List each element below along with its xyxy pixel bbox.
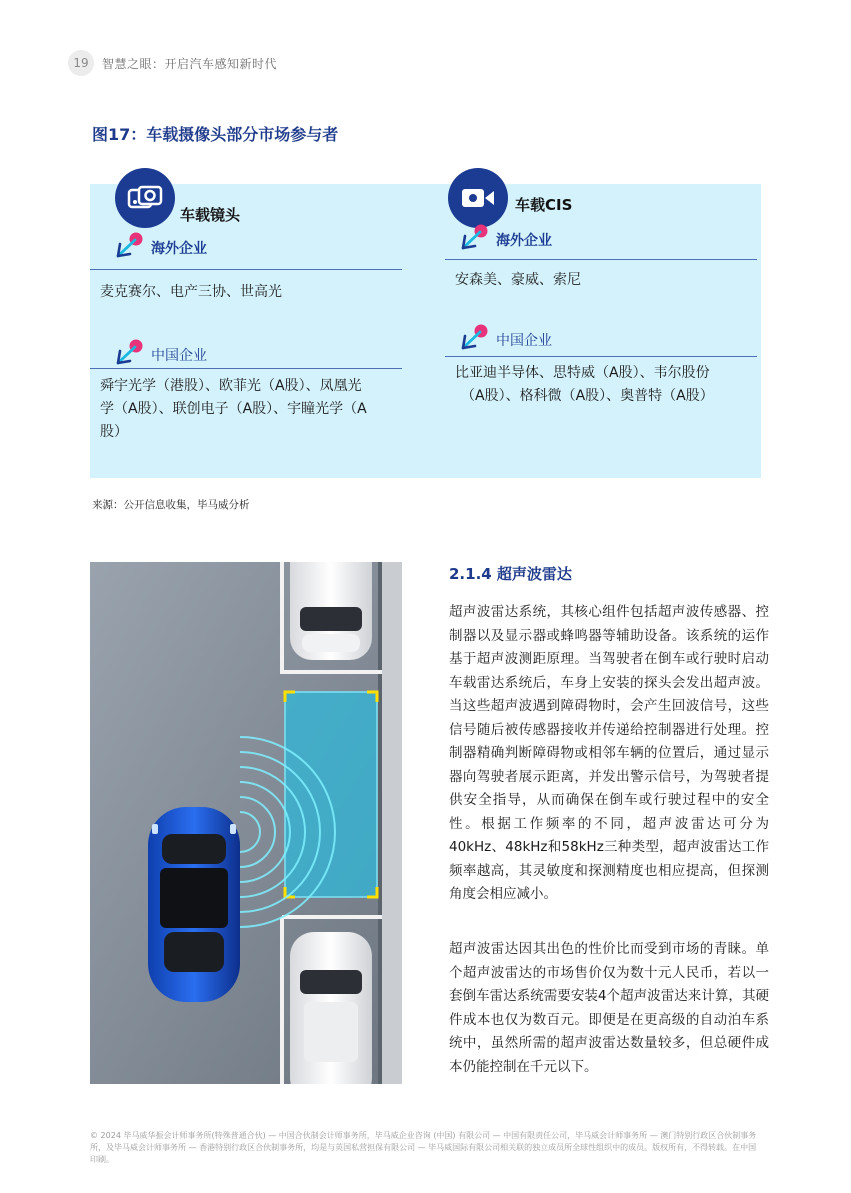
figure-source: 来源：公开信息收集，毕马威分析 [92,499,250,511]
cis-china-label: 中国企业 [496,333,552,349]
lens-china-companies: 舜宇光学（港股）、欧菲光（A股）、凤凰光 学（A股）、联创电子（A股）、宇瞳光学（A 股） [100,378,367,440]
cis-category-title: 车载CIS [515,196,573,214]
page-header [68,50,277,76]
lens-china-heading [115,339,207,365]
header-title: 智慧之眼：开启汽车感知新时代 [102,56,278,71]
pointer-spark-icon [115,339,145,365]
divider [445,259,757,260]
cis-overseas-companies: 安森美、豪威、索尼 [455,272,581,288]
cis-overseas-heading [460,224,552,250]
divider [90,269,402,270]
section-paragraph: 超声波雷达系统，其核心组件包括超声波传感器、控制器以及显示器或蜂鸣器等辅助设备。该系统的运作基于超声波测距原理。当驾驶者在倒车或行驶时启动车载雷达系统后，车身上安装的探头会发出超声波。当这些超声波遇到障碍物时，会产生回波信号，这些信号随后被传感器接收并传递给控制器进行处理。控制器精确判断障碍物或相邻车辆的位置后，通过显示器向驾驶者展示距离，并发出警示信号，为驾驶者提供安全指导，从而确保在倒车或行驶过程中的安全性。根据工作频率的不同，超声波雷达可分为40kHz、48kHz和58kHz三种类型，超声波雷达工作频率越高，其灵敏度和探测精度也相应提高，但探测角度会相应减小。 [449,604,769,902]
copyright-footer: © 2024 毕马威华振会计师事务所(特殊普通合伙) — 中国合伙制会计师事务所，毕马威企业咨询 (中国) 有限公司 — 中国有限责任公司，毕马威会计师事务所 — 澳门特别行政区合伙制事务所，及毕马威会计师事务所 — 香港特别行政区合伙制事务所，均是与英国私营担保有限公司 — 毕马威国际有限公司相关联的独立成员所全球性组织中的成员。版权所有，不得转载。在中国印刷。 [90,1131,757,1164]
figure-title: 图17：车载摄像头部分市场参与者 [92,125,339,144]
camera-lens-icon [115,168,175,228]
cis-overseas-label: 海外企业 [496,233,552,249]
section-paragraph: 超声波雷达因其出色的性价比而受到市场的青睐。单个超声波雷达的市场售价仅为数十元人民币，若以一套倒车雷达系统需要安装4个超声波雷达来计算，其硬件成本也仅为数百元。即便是在更高级的自动泊车系统中，虽然所需的超声波雷达数量较多，但总硬件成本仍能控制在千元以下。 [449,941,769,1075]
lens-overseas-label: 海外企业 [151,241,207,257]
cis-china-companies: 比亚迪半导体、思特威（A股）、韦尔股份 （A股）、格科微（A股）、奥普特（A股） [455,365,714,404]
pointer-spark-icon [115,232,145,258]
lens-overseas-heading [115,232,207,258]
figure-panel [90,184,761,478]
page-number: 19 [68,50,94,76]
divider [90,368,402,369]
video-camera-icon [448,168,508,228]
lens-china-label: 中国企业 [151,348,207,364]
parking-radar-illustration [90,562,402,1084]
lens-overseas-companies: 麦克赛尔、电产三协、世高光 [100,284,282,300]
section-title: 2.1.4 超声波雷达 [449,565,572,583]
pointer-spark-icon [460,324,490,350]
lens-category-title: 车载镜头 [180,206,241,224]
pointer-spark-icon [460,224,490,250]
cis-china-heading [460,324,552,350]
divider [445,356,757,357]
